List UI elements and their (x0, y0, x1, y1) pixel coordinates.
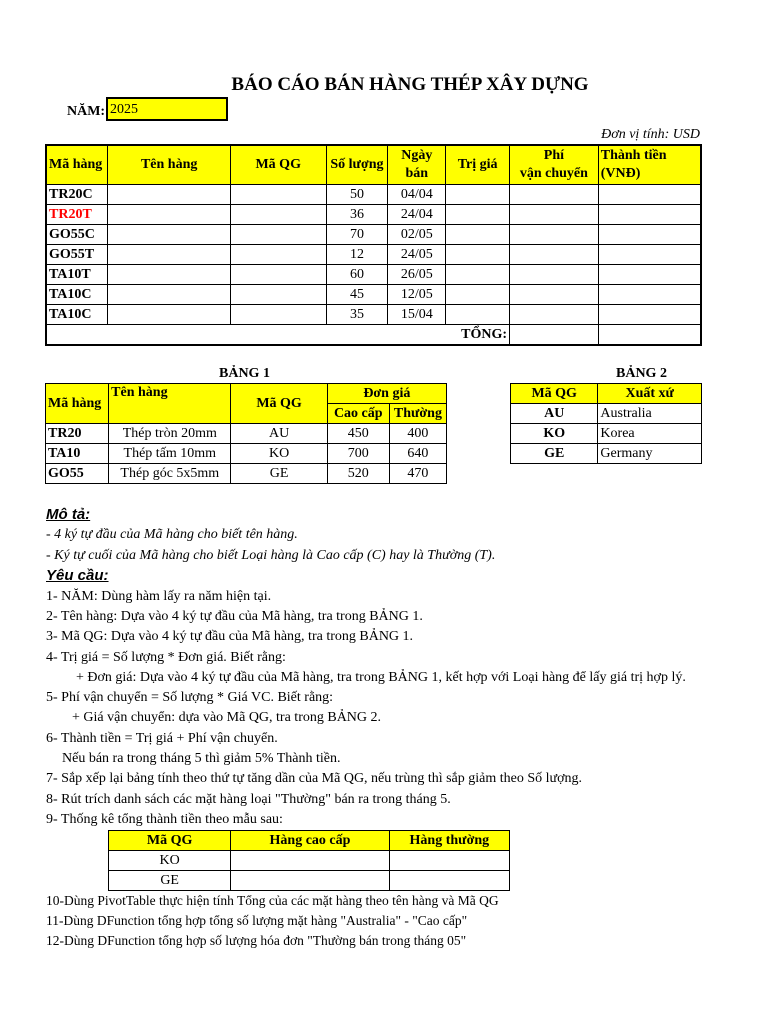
table-row (46, 424, 447, 444)
cell-date[interactable]: 26/05 (388, 265, 446, 285)
table-row (46, 185, 701, 205)
table-row (46, 205, 701, 225)
total-row (46, 325, 701, 346)
stats-normal[interactable] (389, 851, 509, 871)
cell-date[interactable]: 12/05 (388, 285, 446, 305)
bang1-code[interactable]: TA10 (46, 444, 109, 464)
cell-name[interactable] (108, 205, 230, 225)
requirements-title: Yêu cầu: (46, 567, 109, 584)
table-row (46, 305, 701, 325)
bang1-normal[interactable]: 640 (389, 444, 446, 464)
bang1-header-price: Đơn giá (327, 384, 446, 404)
stats-qg[interactable]: GE (109, 871, 231, 891)
cell-name[interactable] (108, 185, 230, 205)
bang1-name[interactable]: Thép tròn 20mm (109, 424, 231, 444)
stats-qg[interactable]: KO (109, 851, 231, 871)
requirement-line: 7- Sắp xếp lại bảng tính theo thứ tự tăng dần của Mã QG, nếu trùng thì sắp giảm theo Số lượng. (46, 771, 583, 786)
cell-value[interactable] (446, 305, 510, 325)
bang1-qg[interactable]: AU (231, 424, 327, 444)
extra-line: 12-Dùng DFunction tổng hợp số lượng hóa đơn "Thường bán trong tháng 05" (46, 933, 467, 948)
bang1-qg[interactable]: KO (231, 444, 327, 464)
table-row (46, 225, 701, 245)
cell-total[interactable] (598, 185, 701, 205)
header-ngay-ban: Ngày bán (388, 145, 446, 185)
cell-name[interactable] (108, 265, 230, 285)
total-label: TỔNG: (46, 325, 510, 346)
cell-qty[interactable]: 35 (326, 305, 388, 325)
table-row (511, 424, 702, 444)
extra-line: 10-Dùng PivotTable thực hiện tính Tổng của các mặt hàng theo tên hàng và Mã QG (46, 893, 499, 908)
requirement-line: 3- Mã QG: Dựa vào 4 ký tự đầu của Mã hàng, tra trong BẢNG 1. (46, 629, 414, 644)
requirement-line: 1- NĂM: Dùng hàm lấy ra năm hiện tại. (46, 589, 272, 604)
bang2-origin[interactable]: Korea (598, 424, 702, 444)
cell-ship[interactable] (510, 205, 599, 225)
cell-qty[interactable]: 50 (326, 185, 388, 205)
cell-value[interactable] (446, 265, 510, 285)
cell-value[interactable] (446, 245, 510, 265)
cell-total[interactable] (598, 205, 701, 225)
table-row (109, 851, 510, 871)
cell-code[interactable]: TA10T (46, 265, 108, 285)
cell-qg[interactable] (230, 225, 326, 245)
cell-name[interactable] (108, 285, 230, 305)
header-so-luong: Số lượng (326, 145, 388, 185)
cell-qty[interactable]: 45 (326, 285, 388, 305)
requirement-line: Nếu bán ra trong tháng 5 thì giảm 5% Thành tiền. (62, 751, 341, 766)
total-ship[interactable] (510, 325, 599, 346)
bang1-header-qg: Mã QG (231, 384, 327, 424)
cell-code[interactable]: TR20C (46, 185, 108, 205)
cell-qg[interactable] (230, 285, 326, 305)
bang1-header-premium: Cao cấp (327, 404, 389, 424)
cell-ship[interactable] (510, 265, 599, 285)
bang1-qg[interactable]: GE (231, 464, 327, 484)
cell-ship[interactable] (510, 245, 599, 265)
cell-total[interactable] (598, 225, 701, 245)
bang2-qg[interactable]: KO (511, 424, 598, 444)
year-label: NĂM: (67, 104, 106, 119)
requirement-line: + Đơn giá: Dựa vào 4 ký tự đầu của Mã hàng, tra trong BẢNG 1, kết hợp với Loại hàng để lấy giá trị hợp lý. (76, 670, 686, 685)
cell-qg[interactable] (230, 245, 326, 265)
description-line: - 4 ký tự đầu của Mã hàng cho biết tên hàng. (46, 527, 298, 542)
page-title: BÁO CÁO BÁN HÀNG THÉP XÂY DỰNG (231, 74, 589, 95)
table-row (46, 444, 447, 464)
requirement-line: 2- Tên hàng: Dựa vào 4 ký tự đầu của Mã hàng, tra trong BẢNG 1. (46, 609, 423, 624)
cell-date[interactable]: 04/04 (388, 185, 446, 205)
table-row (46, 245, 701, 265)
stats-premium[interactable] (231, 871, 389, 891)
total-amount[interactable] (598, 325, 701, 346)
cell-date[interactable]: 24/05 (388, 245, 446, 265)
bang2-table (510, 383, 702, 464)
table-row (109, 871, 510, 891)
cell-ship[interactable] (510, 225, 599, 245)
bang1-name[interactable]: Thép tấm 10mm (109, 444, 231, 464)
main-table (45, 144, 702, 346)
cell-value[interactable] (446, 185, 510, 205)
bang1-premium[interactable]: 700 (327, 444, 389, 464)
header-thanh-tien: Thành tiền (VNĐ) (598, 145, 701, 185)
header-ma-qg: Mã QG (230, 145, 326, 185)
requirement-line: 9- Thống kê tổng thành tiền theo mẫu sau: (46, 812, 283, 827)
table-row (46, 464, 447, 484)
table-row (511, 444, 702, 464)
cell-date[interactable]: 15/04 (388, 305, 446, 325)
year-value: 2025 (110, 102, 138, 117)
cell-total[interactable] (598, 305, 701, 325)
bang1-normal[interactable]: 470 (389, 464, 446, 484)
header-tri-gia: Trị giá (446, 145, 510, 185)
cell-ship[interactable] (510, 285, 599, 305)
bang1-header-normal: Thường (389, 404, 446, 424)
bang1-header-code: Mã hàng (46, 384, 109, 424)
stats-premium[interactable] (231, 851, 389, 871)
bang1-header-name: Tên hàng (109, 384, 231, 424)
stats-header-qg: Mã QG (109, 831, 231, 851)
table-row (511, 404, 702, 424)
cell-name[interactable] (108, 245, 230, 265)
cell-date[interactable]: 02/05 (388, 225, 446, 245)
requirement-line: 5- Phí vận chuyển = Số lượng * Giá VC. Biết rằng: (46, 690, 334, 705)
unit-label: Đơn vị tính: USD (601, 127, 700, 142)
bang2-origin[interactable]: Australia (598, 404, 702, 424)
cell-date[interactable]: 24/04 (388, 205, 446, 225)
bang2-qg[interactable]: GE (511, 444, 598, 464)
cell-qty[interactable]: 12 (326, 245, 388, 265)
cell-qg[interactable] (230, 265, 326, 285)
header-ma-hang: Mã hàng (46, 145, 108, 185)
cell-ship[interactable] (510, 305, 599, 325)
requirement-line: 6- Thành tiền = Trị giá + Phí vận chuyển. (46, 731, 278, 746)
cell-total[interactable] (598, 285, 701, 305)
cell-code[interactable]: TA10C (46, 285, 108, 305)
bang1-premium[interactable]: 450 (327, 424, 389, 444)
cell-total[interactable] (598, 245, 701, 265)
cell-code[interactable]: TA10C (46, 305, 108, 325)
cell-total[interactable] (598, 265, 701, 285)
stats-table (108, 830, 510, 891)
bang2-qg[interactable]: AU (511, 404, 598, 424)
bang1-name[interactable]: Thép góc 5x5mm (109, 464, 231, 484)
cell-qg[interactable] (230, 205, 326, 225)
extra-line: 11-Dùng DFunction tổng hợp tổng số lượng mặt hàng "Australia" - "Cao cấp" (46, 913, 468, 928)
bang2-header-qg: Mã QG (511, 384, 598, 404)
requirement-line: 4- Trị giá = Số lượng * Đơn giá. Biết rằng: (46, 650, 286, 665)
bang1-code[interactable]: TR20 (46, 424, 109, 444)
cell-value[interactable] (446, 205, 510, 225)
bang1-table (45, 383, 447, 484)
cell-qg[interactable] (230, 185, 326, 205)
main-table-header (46, 145, 701, 185)
cell-name[interactable] (108, 225, 230, 245)
stats-normal[interactable] (389, 871, 509, 891)
bang1-title: BẢNG 1 (219, 366, 270, 381)
cell-qty[interactable]: 36 (326, 205, 388, 225)
cell-value[interactable] (446, 225, 510, 245)
year-cell[interactable] (106, 97, 228, 121)
table-row (46, 265, 701, 285)
cell-qg[interactable] (230, 305, 326, 325)
cell-code[interactable]: GO55C (46, 225, 108, 245)
bang1-premium[interactable]: 520 (327, 464, 389, 484)
description-line: - Ký tự cuối của Mã hàng cho biết Loại hàng là Cao cấp (C) hay là Thường (T). (46, 548, 496, 563)
cell-code[interactable]: TR20T (46, 205, 108, 225)
cell-ship[interactable] (510, 185, 599, 205)
header-phi-van-chuyen: Phí vận chuyển (510, 145, 599, 185)
cell-qty[interactable]: 60 (326, 265, 388, 285)
requirement-line: 8- Rút trích danh sách các mặt hàng loại "Thường" bán ra trong tháng 5. (46, 792, 451, 807)
bang2-header-origin: Xuất xứ (598, 384, 702, 404)
bang1-code[interactable]: GO55 (46, 464, 109, 484)
bang2-origin[interactable]: Germany (598, 444, 702, 464)
bang1-normal[interactable]: 400 (389, 424, 446, 444)
description-title: Mô tả: (46, 506, 91, 523)
cell-value[interactable] (446, 285, 510, 305)
table-row (46, 285, 701, 305)
stats-header-premium: Hàng cao cấp (231, 831, 389, 851)
header-ten-hang: Tên hàng (108, 145, 230, 185)
cell-name[interactable] (108, 305, 230, 325)
requirement-line: + Giá vận chuyển: dựa vào Mã QG, tra trong BẢNG 2. (72, 710, 382, 725)
cell-qty[interactable]: 70 (326, 225, 388, 245)
bang2-title: BẢNG 2 (616, 366, 667, 381)
stats-header-normal: Hàng thường (389, 831, 509, 851)
cell-code[interactable]: GO55T (46, 245, 108, 265)
